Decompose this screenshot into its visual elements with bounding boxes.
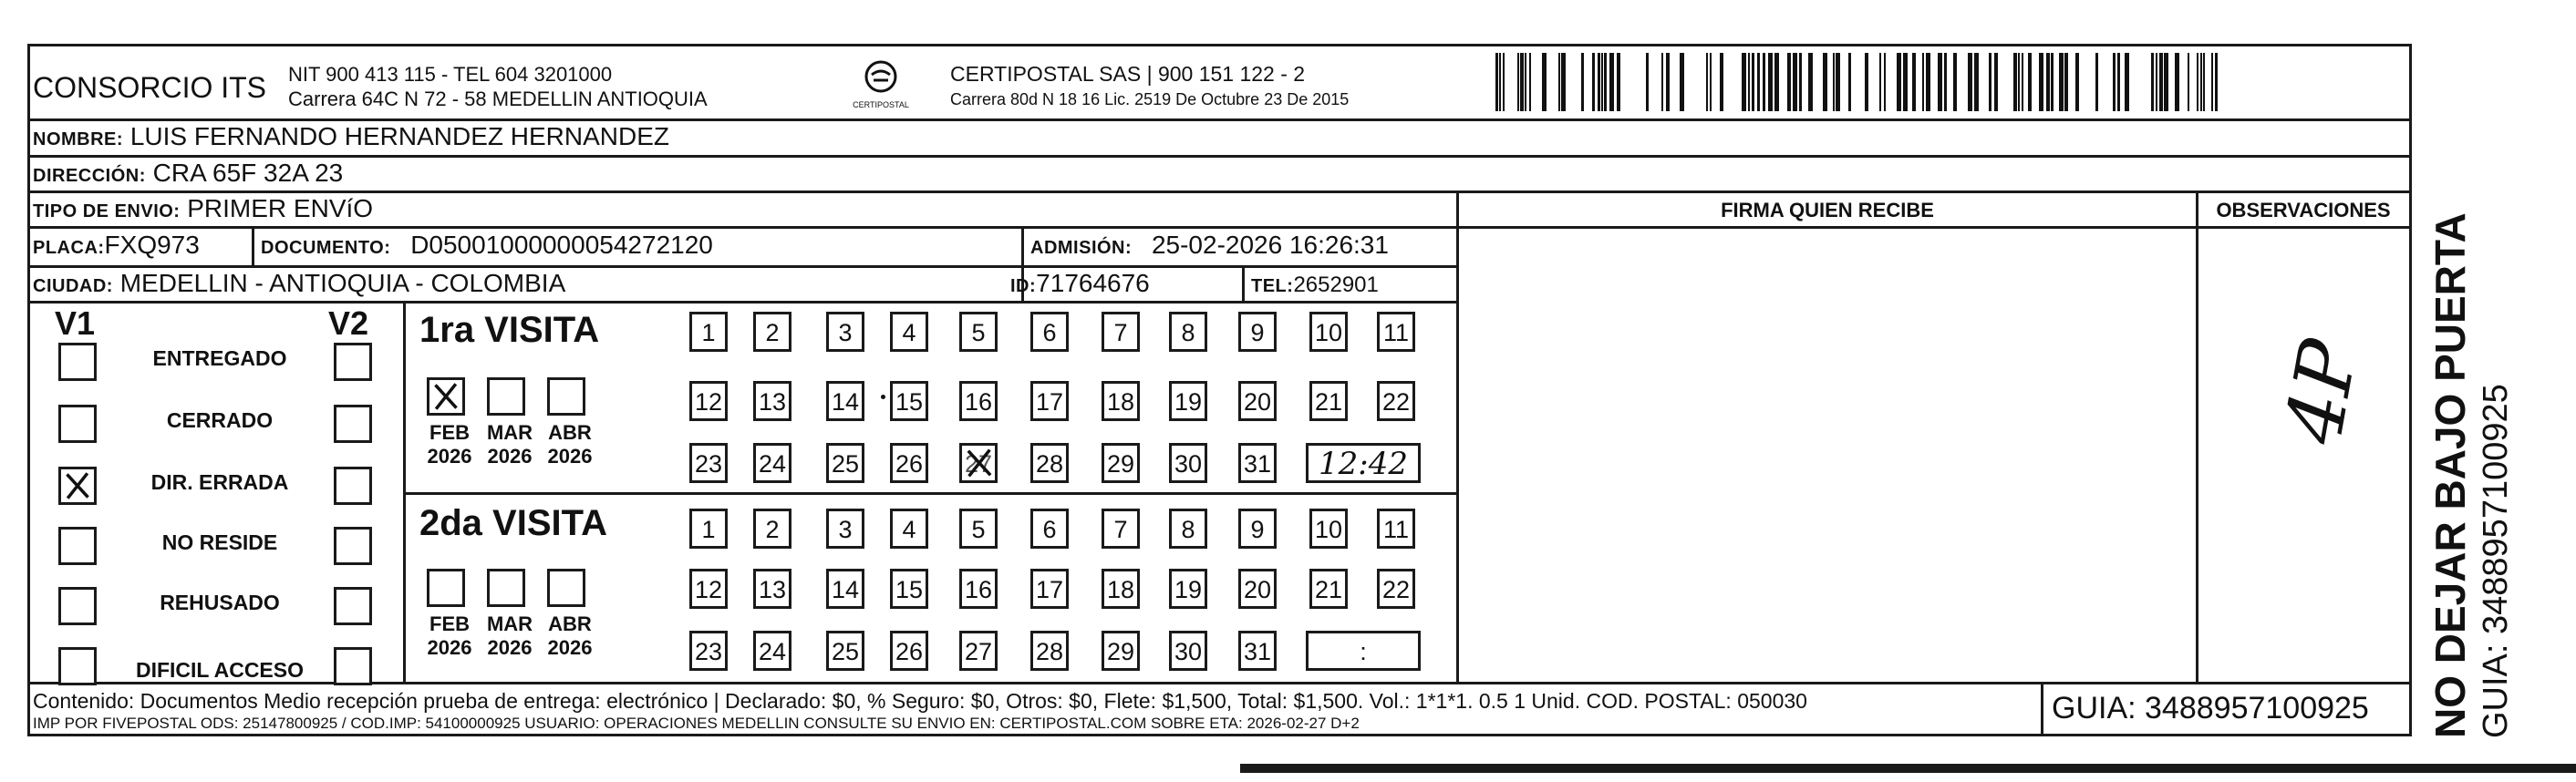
- month-year: 2026: [487, 636, 533, 659]
- month-year: 2026: [487, 445, 533, 468]
- day-box[interactable]: 26: [890, 443, 928, 483]
- day-box[interactable]: 22: [1377, 381, 1415, 421]
- barcode-bar: [1768, 53, 1773, 111]
- id-value: 71764676: [1036, 269, 1150, 297]
- status-label: ENTREGADO: [152, 346, 287, 370]
- day-box[interactable]: 10: [1309, 509, 1348, 549]
- barcode-bar: [1865, 53, 1868, 111]
- certipostal-logo-text: CERTIPOSTAL: [853, 100, 909, 109]
- courier-info: CERTIPOSTAL SAS | 900 151 122 - 2: [950, 62, 1306, 86]
- barcode-bar: [1680, 53, 1684, 111]
- time-box[interactable]: :: [1306, 631, 1421, 671]
- recipient-address-row: [33, 159, 343, 188]
- footer-print-info: IMP POR FIVEPOSTAL ODS: 25147800925 / COD.IMP: 54100000925 USUARIO: OPERACIONES MEDELLIN CONSULTE SU ENVIO EN: CERTIPOSTAL.COM SOBRE ETA: 2026-02-27 D+2: [33, 715, 1360, 732]
- day-box[interactable]: 9: [1238, 312, 1277, 352]
- day-box[interactable]: 3: [826, 312, 864, 352]
- v1-label: V1: [55, 304, 96, 342]
- recipient-name-row: [33, 122, 669, 151]
- day-box[interactable]: 31: [1238, 443, 1277, 483]
- month-year: 2026: [547, 636, 593, 659]
- barcode-bar: [1799, 53, 1802, 111]
- day-box[interactable]: 28: [1030, 631, 1069, 671]
- barcode-bar: [2159, 53, 2163, 111]
- day-box[interactable]: 21: [1309, 381, 1348, 421]
- col-tel: [1242, 265, 1245, 301]
- barcode-bar: [1529, 53, 1531, 111]
- barcode-bar: [1774, 53, 1779, 111]
- day-box[interactable]: 4: [890, 312, 928, 352]
- side-guia: GUIA: 3488957100925: [2477, 384, 2515, 738]
- recipient-name: LUIS FERNANDO HERNANDEZ HERNANDEZ: [129, 122, 669, 150]
- barcode-bar: [1710, 53, 1712, 111]
- plate-label: PLACA:: [33, 238, 105, 258]
- barcode-bar: [1974, 53, 1979, 111]
- barcode-bar: [1646, 53, 1649, 111]
- month-label: ABR: [548, 612, 592, 635]
- month-label: FEB: [429, 421, 470, 444]
- day-box[interactable]: 1: [689, 509, 728, 549]
- barcode-bar: [1953, 53, 1957, 111]
- day-box[interactable]: 18: [1102, 569, 1140, 609]
- barcode-bar: [2151, 53, 2154, 111]
- visit2-title: 2da VISITA: [419, 503, 607, 543]
- month-checkbox[interactable]: [487, 569, 525, 607]
- barcode-bar: [2175, 53, 2179, 111]
- admission-label: ADMISIÓN:: [1030, 238, 1133, 258]
- status-v1-checkbox[interactable]: [58, 647, 97, 685]
- month-checkbox[interactable]: [487, 377, 525, 416]
- company-name: CONSORCIO ITS: [33, 71, 267, 104]
- side-text: [2426, 137, 2571, 738]
- row-line-footer: [27, 682, 2412, 684]
- frame-bottom-line: [27, 734, 2412, 736]
- side-warning: NO DEJAR BAJO PUERTA: [2426, 212, 2474, 738]
- send-type-row: [33, 194, 373, 223]
- day-box[interactable]: 16: [959, 381, 998, 421]
- month-label: MAR: [486, 612, 533, 635]
- frame-top-line: [27, 44, 2412, 46]
- row-line-1: [27, 118, 2412, 121]
- barcode-bar: [1617, 53, 1620, 111]
- day-box[interactable]: 19: [1169, 569, 1207, 609]
- status-v2-checkbox[interactable]: [334, 527, 372, 565]
- barcode-bar: [2095, 53, 2098, 111]
- barcode-bar: [1558, 53, 1560, 111]
- day-box[interactable]: 17: [1030, 381, 1069, 421]
- barcode-bar: [2051, 53, 2054, 111]
- frame-left-line: [27, 44, 30, 736]
- barcode-bar: [1944, 53, 1947, 111]
- month-checkbox[interactable]: [547, 377, 585, 416]
- id-label: ID:: [1010, 276, 1037, 296]
- barcode-bar: [1989, 53, 1991, 111]
- barcode-bar: [1561, 53, 1566, 111]
- day-box[interactable]: 20: [1238, 569, 1277, 609]
- barcode-bar: [1542, 53, 1547, 111]
- barcode-bar: [1601, 53, 1603, 111]
- day-box[interactable]: 13: [753, 381, 791, 421]
- x-mark-icon: [429, 380, 462, 413]
- day-box[interactable]: 16: [959, 569, 998, 609]
- id-field: [1010, 269, 1150, 298]
- barcode-bar: [1661, 53, 1663, 111]
- day-box[interactable]: 6: [1030, 312, 1069, 352]
- barcode-bar: [2022, 53, 2023, 111]
- day-box[interactable]: 5: [959, 312, 998, 352]
- col-visits-left: [403, 301, 406, 682]
- courier-address: Carrera 80d N 18 16 Lic. 2519 De Octubre 23 De 2015: [950, 90, 1350, 108]
- barcode-bar: [2018, 53, 2020, 111]
- barcode-bar: [1994, 53, 1998, 111]
- plate-field: [33, 231, 200, 260]
- day-box[interactable]: 29: [1102, 631, 1140, 671]
- status-v2-checkbox[interactable]: [334, 587, 372, 625]
- barcode-bar: [1720, 53, 1723, 111]
- barcode-bar: [1912, 53, 1916, 111]
- col-observations-left: [2196, 190, 2198, 683]
- barcode-bar: [1592, 53, 1595, 111]
- barcode-bar: [2215, 53, 2218, 111]
- day-box[interactable]: 23: [689, 631, 728, 671]
- day-box[interactable]: 12: [689, 569, 728, 609]
- barcode-bar: [2075, 53, 2079, 111]
- row-line-3: [27, 190, 2412, 193]
- barcode-bar: [2188, 53, 2189, 111]
- day-box[interactable]: 4: [890, 509, 928, 549]
- barcode-bar: [1793, 53, 1797, 111]
- status-label: REHUSADO: [160, 591, 280, 614]
- stray-dot: [881, 395, 885, 399]
- day-box[interactable]: 14: [826, 381, 864, 421]
- plate-value: FXQ973: [104, 231, 200, 259]
- barcode-bar: [1808, 53, 1813, 111]
- barcode-bar: [2046, 53, 2050, 111]
- barcode-bar: [1748, 53, 1750, 111]
- month-year: 2026: [427, 445, 472, 468]
- day-box[interactable]: 31: [1238, 631, 1277, 671]
- barcode-bar: [2028, 53, 2032, 111]
- bottom-edge-bar: [1240, 764, 2576, 773]
- barcode-bar: [2113, 53, 2116, 111]
- barcode-bar: [1836, 53, 1840, 111]
- barcode-bar: [2059, 53, 2064, 111]
- day-box[interactable]: 19: [1169, 381, 1207, 421]
- barcode-bar: [1604, 53, 1607, 111]
- observations-header: OBSERVACIONES: [2216, 199, 2391, 221]
- barcode-graphic: [1495, 53, 2225, 111]
- city-value: MEDELLIN - ANTIOQUIA - COLOMBIA: [119, 269, 566, 297]
- day-box[interactable]: 25: [826, 631, 864, 671]
- day-box[interactable]: 10: [1309, 312, 1348, 352]
- day-box[interactable]: 20: [1238, 381, 1277, 421]
- day-box[interactable]: 18: [1102, 381, 1140, 421]
- status-v2-checkbox[interactable]: [334, 467, 372, 505]
- day-box[interactable]: 8: [1169, 312, 1207, 352]
- month-checkbox[interactable]: [427, 377, 465, 416]
- barcode-bar: [1922, 53, 1924, 111]
- status-label: CERRADO: [166, 408, 274, 432]
- status-v2-checkbox[interactable]: [334, 343, 372, 381]
- status-v1-checkbox[interactable]: [58, 405, 97, 443]
- day-box[interactable]: 11: [1377, 509, 1415, 549]
- day-box[interactable]: 14: [826, 569, 864, 609]
- barcode-bar: [1581, 53, 1584, 111]
- barcode: [1495, 53, 2225, 111]
- day-box[interactable]: 12: [689, 381, 728, 421]
- tel-value: 2652901: [1293, 273, 1379, 297]
- document-field: [261, 231, 713, 260]
- status-label: NO RESIDE: [161, 530, 278, 554]
- company-address: Carrera 64C N 72 - 58 MEDELLIN ANTIOQUIA: [288, 87, 708, 110]
- day-box[interactable]: 26: [890, 631, 928, 671]
- month-label: MAR: [486, 421, 533, 444]
- barcode-bar: [2125, 53, 2129, 111]
- day-box[interactable]: 3: [826, 509, 864, 549]
- frame-right-line: [2409, 44, 2412, 736]
- day-box[interactable]: 17: [1030, 569, 1069, 609]
- barcode-bar: [1757, 53, 1760, 111]
- day-box[interactable]: 13: [753, 569, 791, 609]
- barcode-bar: [2013, 53, 2017, 111]
- row-line-2: [27, 155, 2412, 158]
- city-field: [33, 269, 565, 298]
- send-type-label: TIPO DE ENVIO:: [33, 201, 181, 221]
- day-box[interactable]: 8: [1169, 509, 1207, 549]
- tel-field: [1251, 269, 1379, 298]
- footer-guia: GUIA: 3488957100925: [2052, 691, 2369, 725]
- barcode-bar: [1752, 53, 1754, 111]
- month-label: ABR: [548, 421, 592, 444]
- x-mark-icon: [61, 469, 94, 502]
- barcode-bar: [1598, 53, 1600, 111]
- barcode-bar: [1884, 53, 1886, 111]
- barcode-bar: [1503, 53, 1505, 111]
- day-box[interactable]: 24: [753, 443, 791, 483]
- barcode-bar: [1823, 53, 1827, 111]
- month-label: FEB: [429, 612, 470, 635]
- barcode-bar: [2039, 53, 2043, 111]
- barcode-bar: [2203, 53, 2205, 111]
- day-box[interactable]: 15: [890, 569, 928, 609]
- barcode-bar: [1897, 53, 1901, 111]
- month-year: 2026: [547, 445, 593, 468]
- day-box[interactable]: 27: [959, 631, 998, 671]
- month-year: 2026: [427, 636, 472, 659]
- barcode-bar: [1495, 53, 1498, 111]
- barcode-bar: [1666, 53, 1670, 111]
- barcode-bar: [1787, 53, 1791, 111]
- day-box[interactable]: 7: [1102, 509, 1140, 549]
- status-v1-checkbox[interactable]: [58, 467, 97, 505]
- barcode-bar: [1520, 53, 1524, 111]
- col-plate-doc: [252, 226, 254, 265]
- day-box[interactable]: 28: [1030, 443, 1069, 483]
- footer-contents: Contenido: Documentos Medio recepción prueba de entrega: electrónico | Declarado: $0, % Seguro: $0, Otros: $0, Flete: $1,500, Total: $1,500. Vol.: 1*1*1. 0.5 1 Unid. COD. POSTAL: 050030: [33, 689, 1807, 713]
- document-value: D05001000000054272120: [410, 231, 713, 259]
- time-box[interactable]: 12:42: [1306, 443, 1421, 483]
- day-box[interactable]: 27: [959, 443, 998, 483]
- barcode-bar: [1499, 53, 1501, 111]
- barcode-bar: [1848, 53, 1851, 111]
- signature-header: FIRMA QUIEN RECIBE: [1721, 199, 1934, 221]
- day-box[interactable]: 21: [1309, 569, 1348, 609]
- barcode-bar: [1517, 53, 1519, 111]
- barcode-bar: [2064, 53, 2068, 111]
- barcode-bar: [1525, 53, 1526, 111]
- barcode-bar: [1879, 53, 1881, 111]
- barcode-bar: [2164, 53, 2168, 111]
- v2-label: V2: [328, 304, 369, 342]
- status-v2-checkbox[interactable]: [334, 647, 372, 685]
- month-checkbox[interactable]: [427, 569, 465, 607]
- visit-divider: [403, 492, 1457, 495]
- status-v1-checkbox[interactable]: [58, 527, 97, 565]
- barcode-bar: [2156, 53, 2157, 111]
- day-box[interactable]: 30: [1169, 443, 1207, 483]
- day-box[interactable]: 15: [890, 381, 928, 421]
- day-box[interactable]: 7: [1102, 312, 1140, 352]
- status-v1-checkbox[interactable]: [58, 343, 97, 381]
- barcode-bar: [1706, 53, 1708, 111]
- barcode-bar: [1926, 53, 1930, 111]
- admission-value: 25-02-2026 16:26:31: [1151, 231, 1389, 259]
- barcode-bar: [1763, 53, 1765, 111]
- visit1-title: 1ra VISITA: [419, 310, 600, 350]
- address-label: DIRECCIÓN:: [33, 166, 146, 186]
- signature-area[interactable]: [1459, 228, 2194, 680]
- day-box[interactable]: 30: [1169, 631, 1207, 671]
- barcode-bar: [2197, 53, 2198, 111]
- day-box[interactable]: 29: [1102, 443, 1140, 483]
- x-mark-icon: [962, 446, 997, 480]
- observations-handwriting: 4P: [2268, 333, 2376, 451]
- day-box[interactable]: 25: [826, 443, 864, 483]
- barcode-bar: [1903, 53, 1908, 111]
- day-box[interactable]: 2: [753, 312, 791, 352]
- day-box[interactable]: 11: [1377, 312, 1415, 352]
- status-v2-checkbox[interactable]: [334, 405, 372, 443]
- name-label: NOMBRE:: [33, 129, 124, 149]
- barcode-bar: [2200, 53, 2202, 111]
- document-label: DOCUMENTO:: [261, 238, 391, 258]
- status-v1-checkbox[interactable]: [58, 587, 97, 625]
- company-nit: NIT 900 413 115 - TEL 604 3201000: [288, 63, 613, 86]
- day-box[interactable]: 9: [1238, 509, 1277, 549]
- col-footer-guia: [2041, 682, 2043, 735]
- barcode-bar: [1609, 53, 1614, 111]
- month-checkbox[interactable]: [547, 569, 585, 607]
- day-box[interactable]: 6: [1030, 509, 1069, 549]
- status-label: DIFICIL ACCESO: [135, 658, 304, 682]
- barcode-bar: [1938, 53, 1942, 111]
- barcode-bar: [2117, 53, 2120, 111]
- recipient-address: CRA 65F 32A 23: [152, 159, 344, 187]
- day-box[interactable]: 24: [753, 631, 791, 671]
- barcode-bar: [2211, 53, 2213, 111]
- send-type: PRIMER ENVíO: [187, 194, 374, 222]
- city-label: CIUDAD:: [33, 276, 113, 296]
- tel-label: TEL:: [1251, 276, 1294, 296]
- day-box[interactable]: 23: [689, 443, 728, 483]
- day-box[interactable]: 1: [689, 312, 728, 352]
- day-box[interactable]: 5: [959, 509, 998, 549]
- barcode-bar: [1968, 53, 1972, 111]
- admission-field: [1030, 231, 1389, 260]
- barcode-bar: [1833, 53, 1835, 111]
- day-box[interactable]: 2: [753, 509, 791, 549]
- day-box[interactable]: 22: [1377, 569, 1415, 609]
- barcode-bar: [1742, 53, 1746, 111]
- row-line-6: [27, 301, 1457, 304]
- status-label: DIR. ERRADA: [150, 470, 289, 494]
